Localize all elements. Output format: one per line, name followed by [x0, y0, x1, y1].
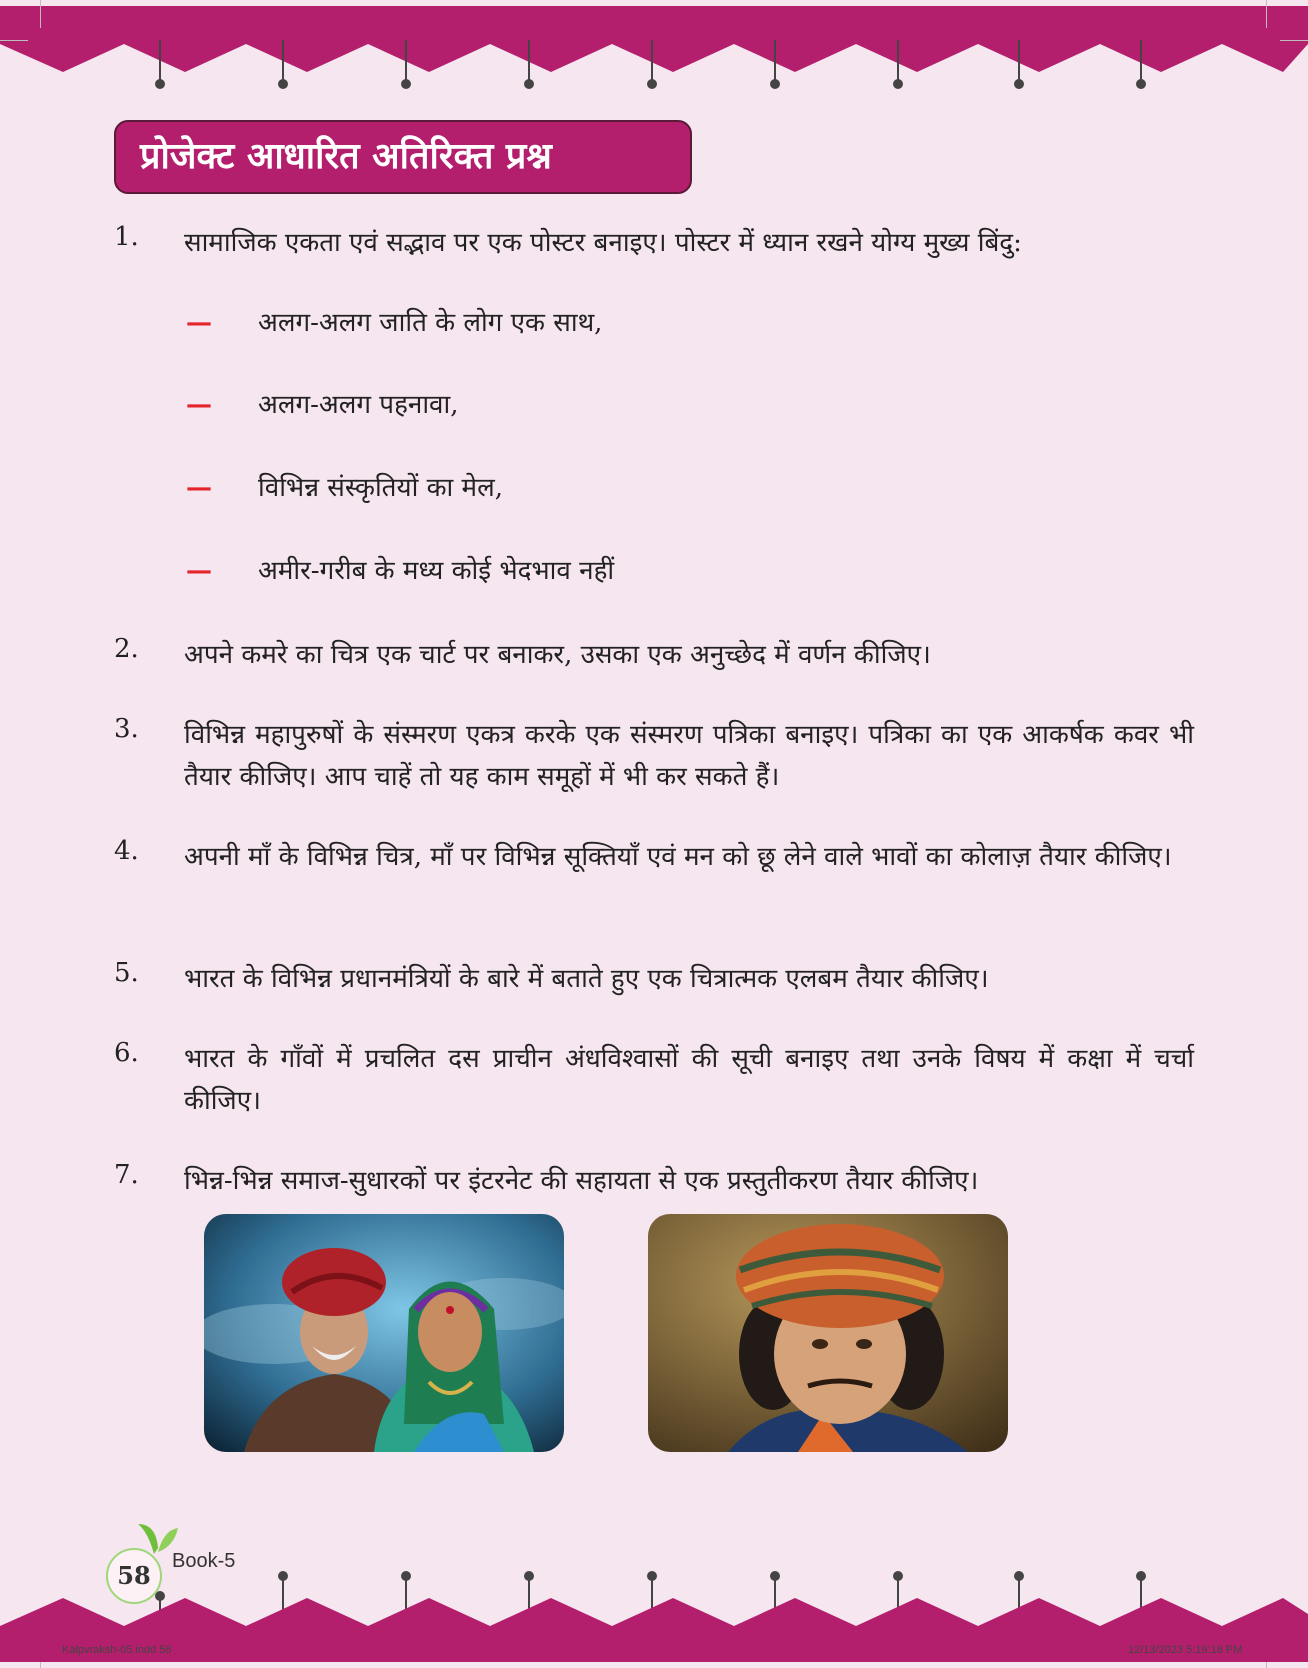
reformers-portrait-image [204, 1214, 564, 1452]
bullet-text: अमीर-गरीब के मध्य कोई भेदभाव नहीं [258, 556, 615, 586]
book-label: Book-5 [172, 1550, 236, 1572]
question-number: 2. [114, 634, 139, 664]
question-text: अपनी माँ के विभिन्न चित्र, माँ पर विभिन्न सूक्तियाँ एवं मन को छू लेने वाले भावों का कोलाज़ तैयार कीजिए। [184, 842, 1172, 872]
reformer-portrait-image [648, 1214, 1008, 1452]
crop-mark [0, 40, 28, 41]
question-text: विभिन्न महापुरुषों के संस्मरण एकत्र करके एक संस्मरण पत्रिका बनाइए। पत्रिका का एक आकर्षक कवर भी तैयार कीजिए। आप चाहें तो यह काम समूहों में भी कर सकते हैं। [184, 720, 1194, 792]
dash-icon: — [186, 308, 212, 338]
bullet-text: विभिन्न संस्कृतियों का मेल, [258, 473, 503, 503]
question-text: सामाजिक एकता एवं सद्भाव पर एक पोस्टर बनाइए। पोस्टर में ध्यान रखने योग्य मुख्य बिंदु: [184, 228, 1022, 258]
question-number: 3. [114, 714, 139, 744]
question-text: भारत के गाँवों में प्रचलित दस प्राचीन अंधविश्वासों की सूची बनाइए तथा उनके विषय में कक्षा में चर्चा कीजिए। [184, 1044, 1194, 1116]
question-text: भिन्न-भिन्न समाज-सुधारकों पर इंटरनेट की सहायता से एक प्रस्तुतीकरण तैयार कीजिए। [184, 1166, 979, 1196]
bullet-text: अलग-अलग जाति के लोग एक साथ, [258, 308, 603, 338]
question-number: 6. [114, 1038, 139, 1068]
question-number: 5. [114, 958, 139, 988]
dash-icon: — [186, 473, 212, 503]
dash-icon: — [186, 556, 212, 586]
page-number: 58 [106, 1548, 162, 1604]
dash-icon: — [186, 390, 212, 420]
bottom-zigzag-banner [0, 1570, 1308, 1668]
section-title: प्रोजेक्ट आधारित अतिरिक्त प्रश्न [114, 120, 692, 194]
bullet-text: अलग-अलग पहनावा, [258, 390, 459, 420]
crop-mark [1280, 40, 1308, 41]
question-number: 1. [114, 222, 139, 252]
question-number: 7. [114, 1160, 139, 1190]
question-text: भारत के विभिन्न प्रधानमंत्रियों के बारे में बताते हुए एक चित्रात्मक एलबम तैयार कीजिए। [184, 964, 989, 994]
crop-mark [40, 0, 41, 28]
top-zigzag-banner [0, 0, 1308, 90]
crop-mark [1266, 0, 1267, 28]
question-number: 4. [114, 836, 139, 866]
question-text: अपने कमरे का चित्र एक चार्ट पर बनाकर, उसका एक अनुच्छेद में वर्णन कीजिए। [184, 640, 931, 670]
print-timestamp: 12/13/2023 5:19:18 PM [1128, 1644, 1243, 1656]
file-slug: Kalpvraksh-05.indd 58 [62, 1644, 172, 1656]
